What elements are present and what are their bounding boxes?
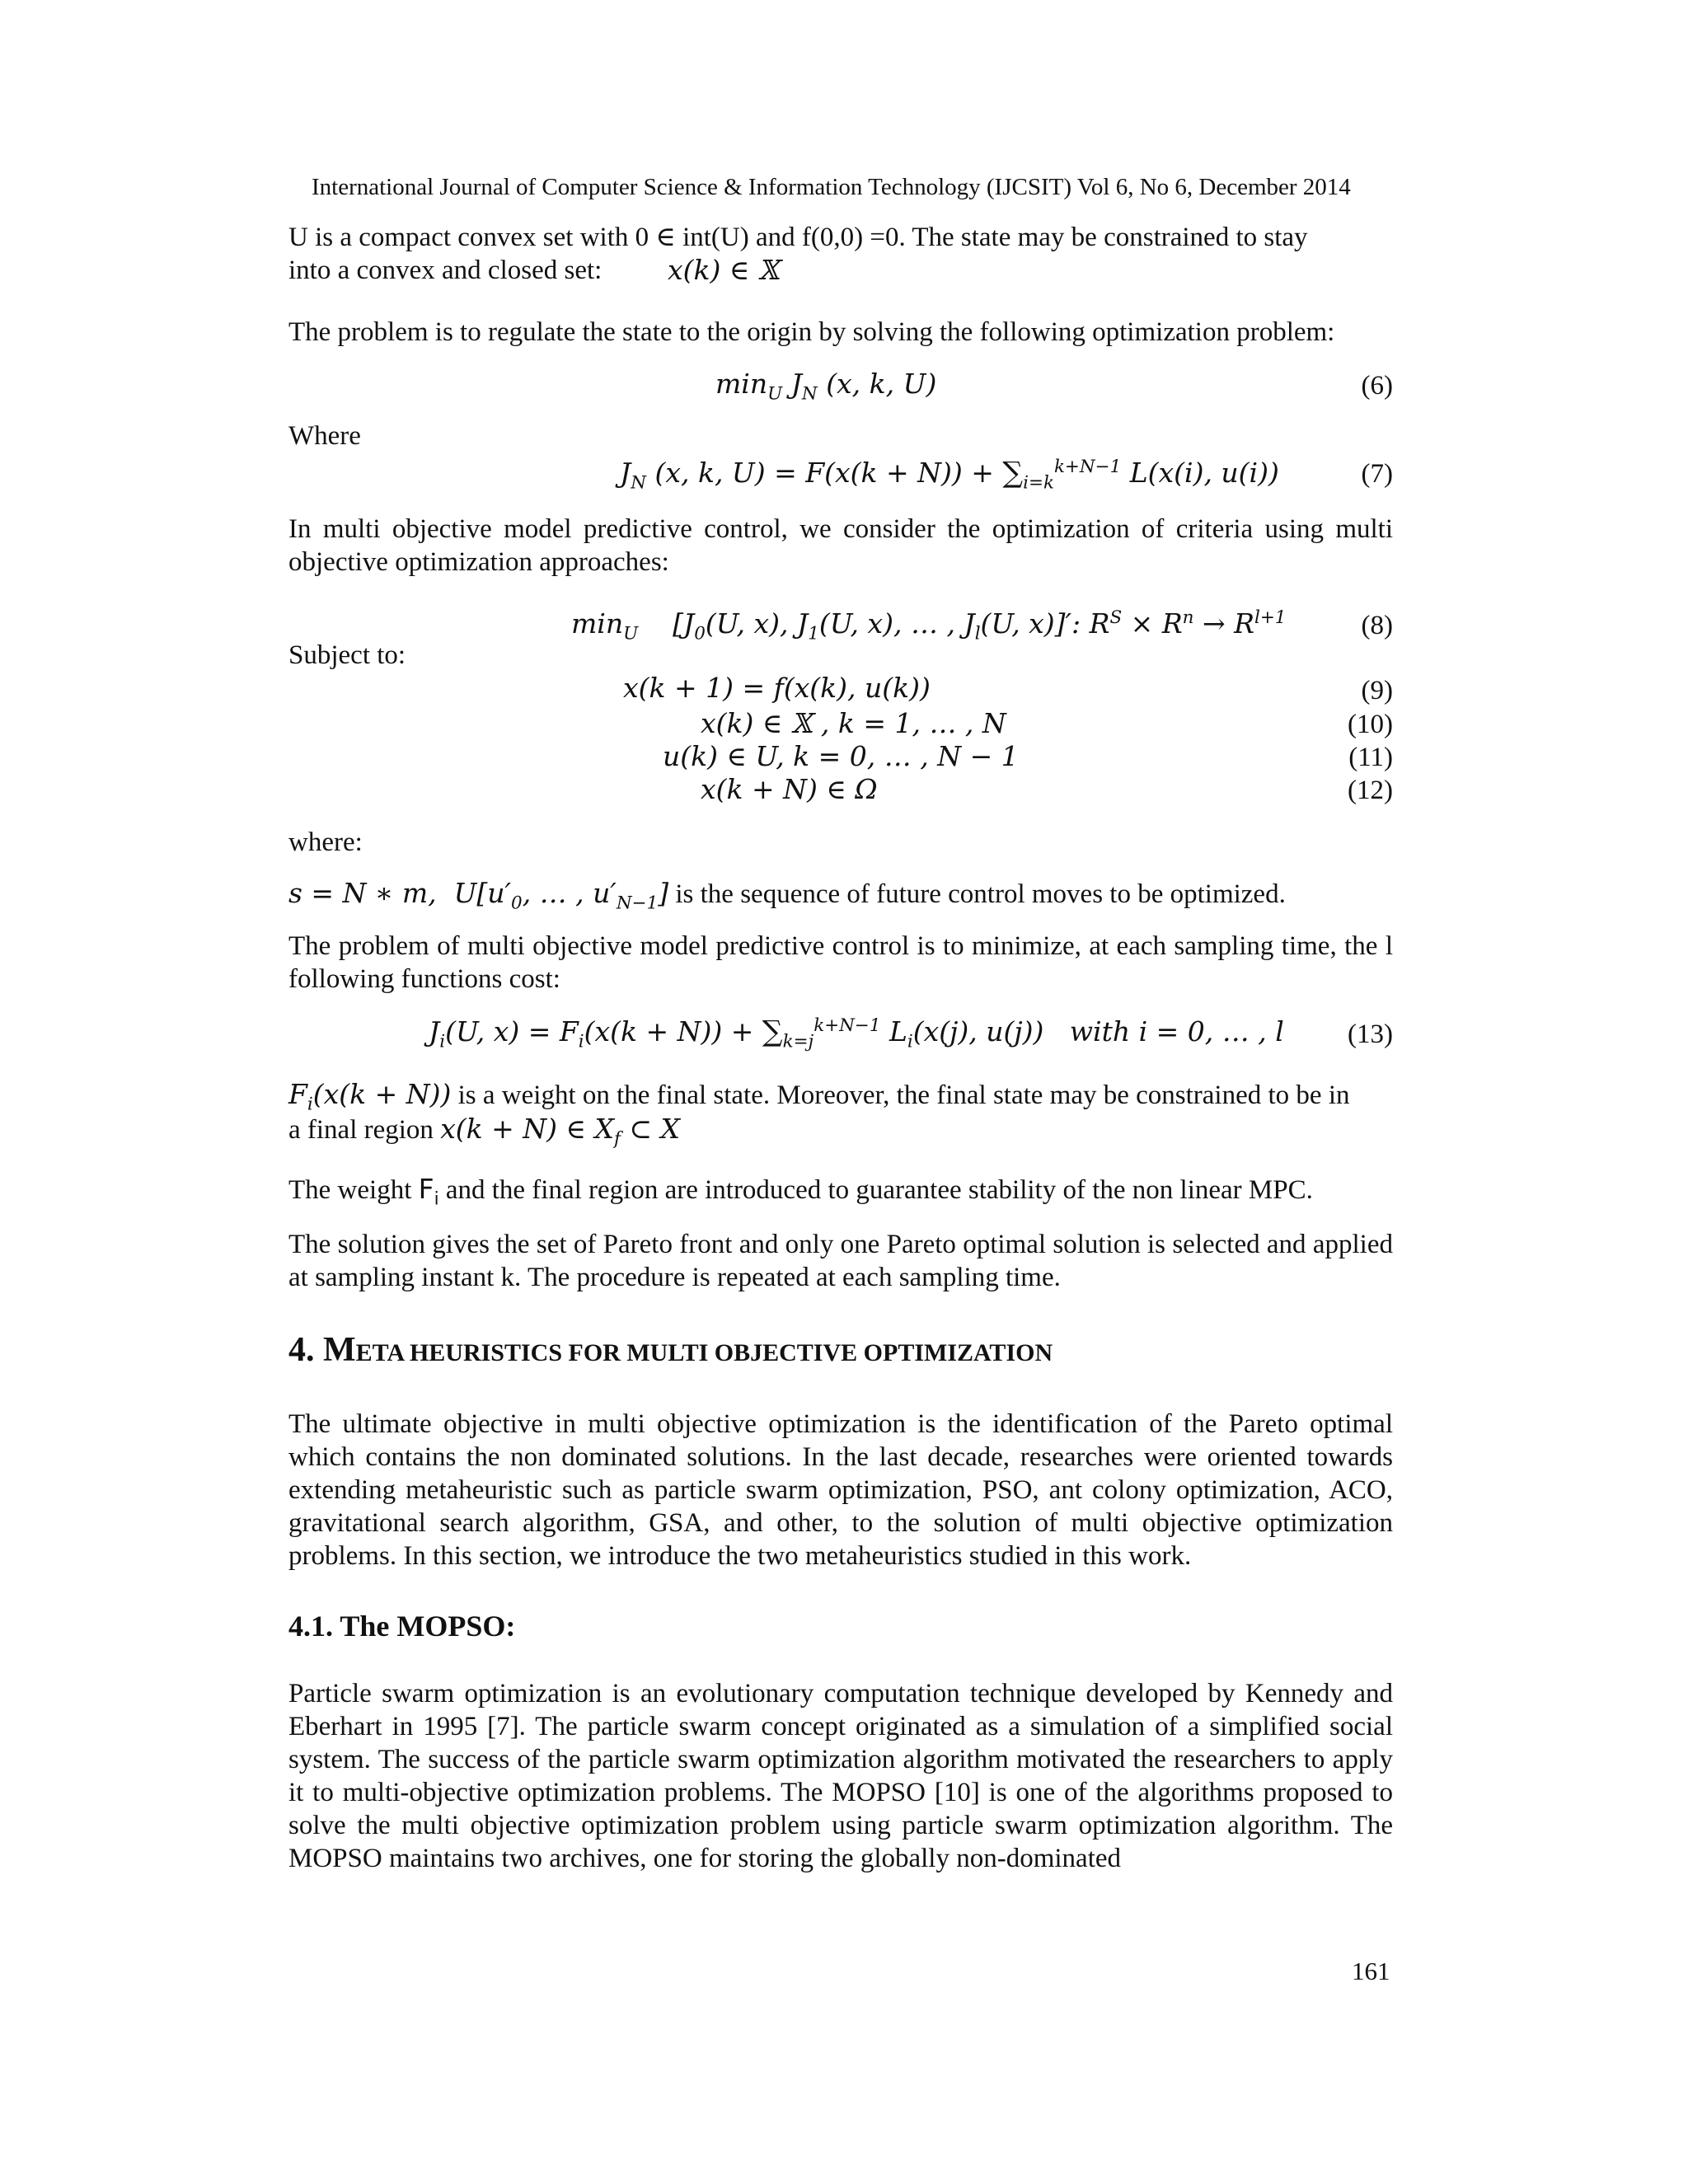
page-number: 161 <box>1352 1957 1390 1985</box>
equation-10: x(k) ∈ 𝕏 , k = 1, … , N <box>701 707 1006 739</box>
state-constraint-math: x(k) ∈ 𝕏 <box>668 254 780 286</box>
equation-7-number: (7) <box>1361 459 1393 489</box>
paragraph-1-line-1: U is a compact convex set with 0 ∈ int(U) and f(0,0) =0. The state may be constrained to stay <box>288 223 1308 252</box>
paragraph-3: In multi objective model predictive control, we consider the optimization of criteria using multi objective optimization approaches: <box>288 514 1393 577</box>
paragraph-9: The ultimate objective in multi objective optimization is the identification of the Pareto optimal which contains the non dominated solutions. In the last decade, researches were oriented towards extending metaheuristic such as particle swarm optimization, PSO, ant colony optimization, ACO, gravitational search algorithm, GSA, and other, to the solution of multi objective optimization problems. In this section, we introduce the two metaheuristics studied in this work. <box>288 1409 1393 1571</box>
equation-9: x(k + 1) = f(x(k), u(k)) <box>623 672 931 704</box>
section-4-title: ETA HEURISTICS FOR MULTI OBJECTIVE OPTIMIZATION <box>355 1339 1053 1366</box>
section-4-initial: M <box>323 1331 356 1369</box>
paragraph-6-line-2 <box>288 1113 681 1150</box>
running-header: International Journal of Computer Science & Information Technology (IJCSIT) Vol 6, No 6, December 2014 <box>312 174 1351 200</box>
equation-6: $\min_U J_N$ (x, k, U) <box>715 368 937 405</box>
subject-to-label: Subject to: <box>288 640 406 670</box>
equation-13-number: (13) <box>1348 1019 1393 1049</box>
paragraph-6-text: is a weight on the final state. Moreover, the final state may be constrained to be in <box>451 1080 1350 1110</box>
section-4-1-heading: 4.1. The MOPSO: <box>288 1610 516 1643</box>
paragraph-8: The solution gives the set of Pareto front and only one Pareto optimal solution is selected and applied at sampling instant k. The procedure is repeated at each sampling time. <box>288 1230 1393 1292</box>
final-region-math: x(k + N) ∈ $X_f$ ⊂ X <box>440 1113 681 1150</box>
equation-8: $\min_U$ [$J_0(U$, x), $J_1(U$, x), … , $J_l(U$, x)]′: $R^S \times R^n \to R^{l+1}$ <box>571 607 1287 644</box>
equation-6-number: (6) <box>1361 371 1393 401</box>
paragraph-7: The weight $F_i$ and the final region are introduced to guarantee stability of the non linear MPC. <box>288 1173 1313 1210</box>
equation-12: x(k + N) ∈ Ω <box>701 773 878 805</box>
paragraph-1-text: into a convex and closed set: <box>288 255 603 285</box>
equation-10-number: (10) <box>1348 710 1393 739</box>
where-colon-label: where: <box>288 827 363 857</box>
control-sequence-math: s = N ∗ m, $U[u'_0$, … , $u'_{N-1}$] <box>288 877 669 914</box>
section-4-number: 4. <box>288 1331 323 1369</box>
paragraph-4 <box>288 877 1286 914</box>
section-4-heading <box>288 1333 1053 1370</box>
paragraph-6-line-1 <box>288 1078 1350 1115</box>
paragraph-5: The problem of multi objective model predictive control is to minimize, at each sampling time, the l following functions cost: <box>288 931 1393 994</box>
where-label: Where <box>288 421 361 451</box>
paragraph-4-text: is the sequence of future control moves to be optimized. <box>668 879 1286 909</box>
final-weight-math: $F_i(x(k + N))$ <box>288 1078 452 1115</box>
equation-13: $J_i(U$, $x) = F_i(x(k + N)) + \sum_{k=j}^{k+N-1}$ $L_i(x(j)$, u(j)) with i = 0, … , l <box>429 1015 1284 1052</box>
paragraph-1-line-2 <box>288 254 602 287</box>
paragraph-2: The problem is to regulate the state to the origin by solving the following optimization problem: <box>288 317 1335 347</box>
equation-9-number: (9) <box>1361 676 1393 705</box>
equation-11-number: (11) <box>1348 743 1393 772</box>
equation-8-number: (8) <box>1361 611 1393 640</box>
equation-12-number: (12) <box>1348 776 1393 805</box>
equation-11: u(k) ∈ U, k = 0, … , N − 1 <box>663 740 1019 772</box>
equation-7: $J_N$ (x, k, $U) = F(x(k + N)) + \sum_{i=k}^{k+N-1}$ L(x(i), u(i)) <box>620 457 1279 494</box>
paragraph-10: Particle swarm optimization is an evolutionary computation technique developed by Kennedy and Eberhart in 1995 [7]. The particle swarm concept originated as a simulation of a simplified social system. The success of the particle swarm optimization algorithm motivated the researchers to apply it to multi-objective optimization problems. The MOPSO [10] is one of the algorithms proposed to solve the multi objective optimization problem using particle swarm optimization algorithm. The MOPSO maintains two archives, one for storing the globally non-dominated <box>288 1679 1393 1873</box>
paragraph-6-text-2: a final region <box>288 1115 441 1145</box>
